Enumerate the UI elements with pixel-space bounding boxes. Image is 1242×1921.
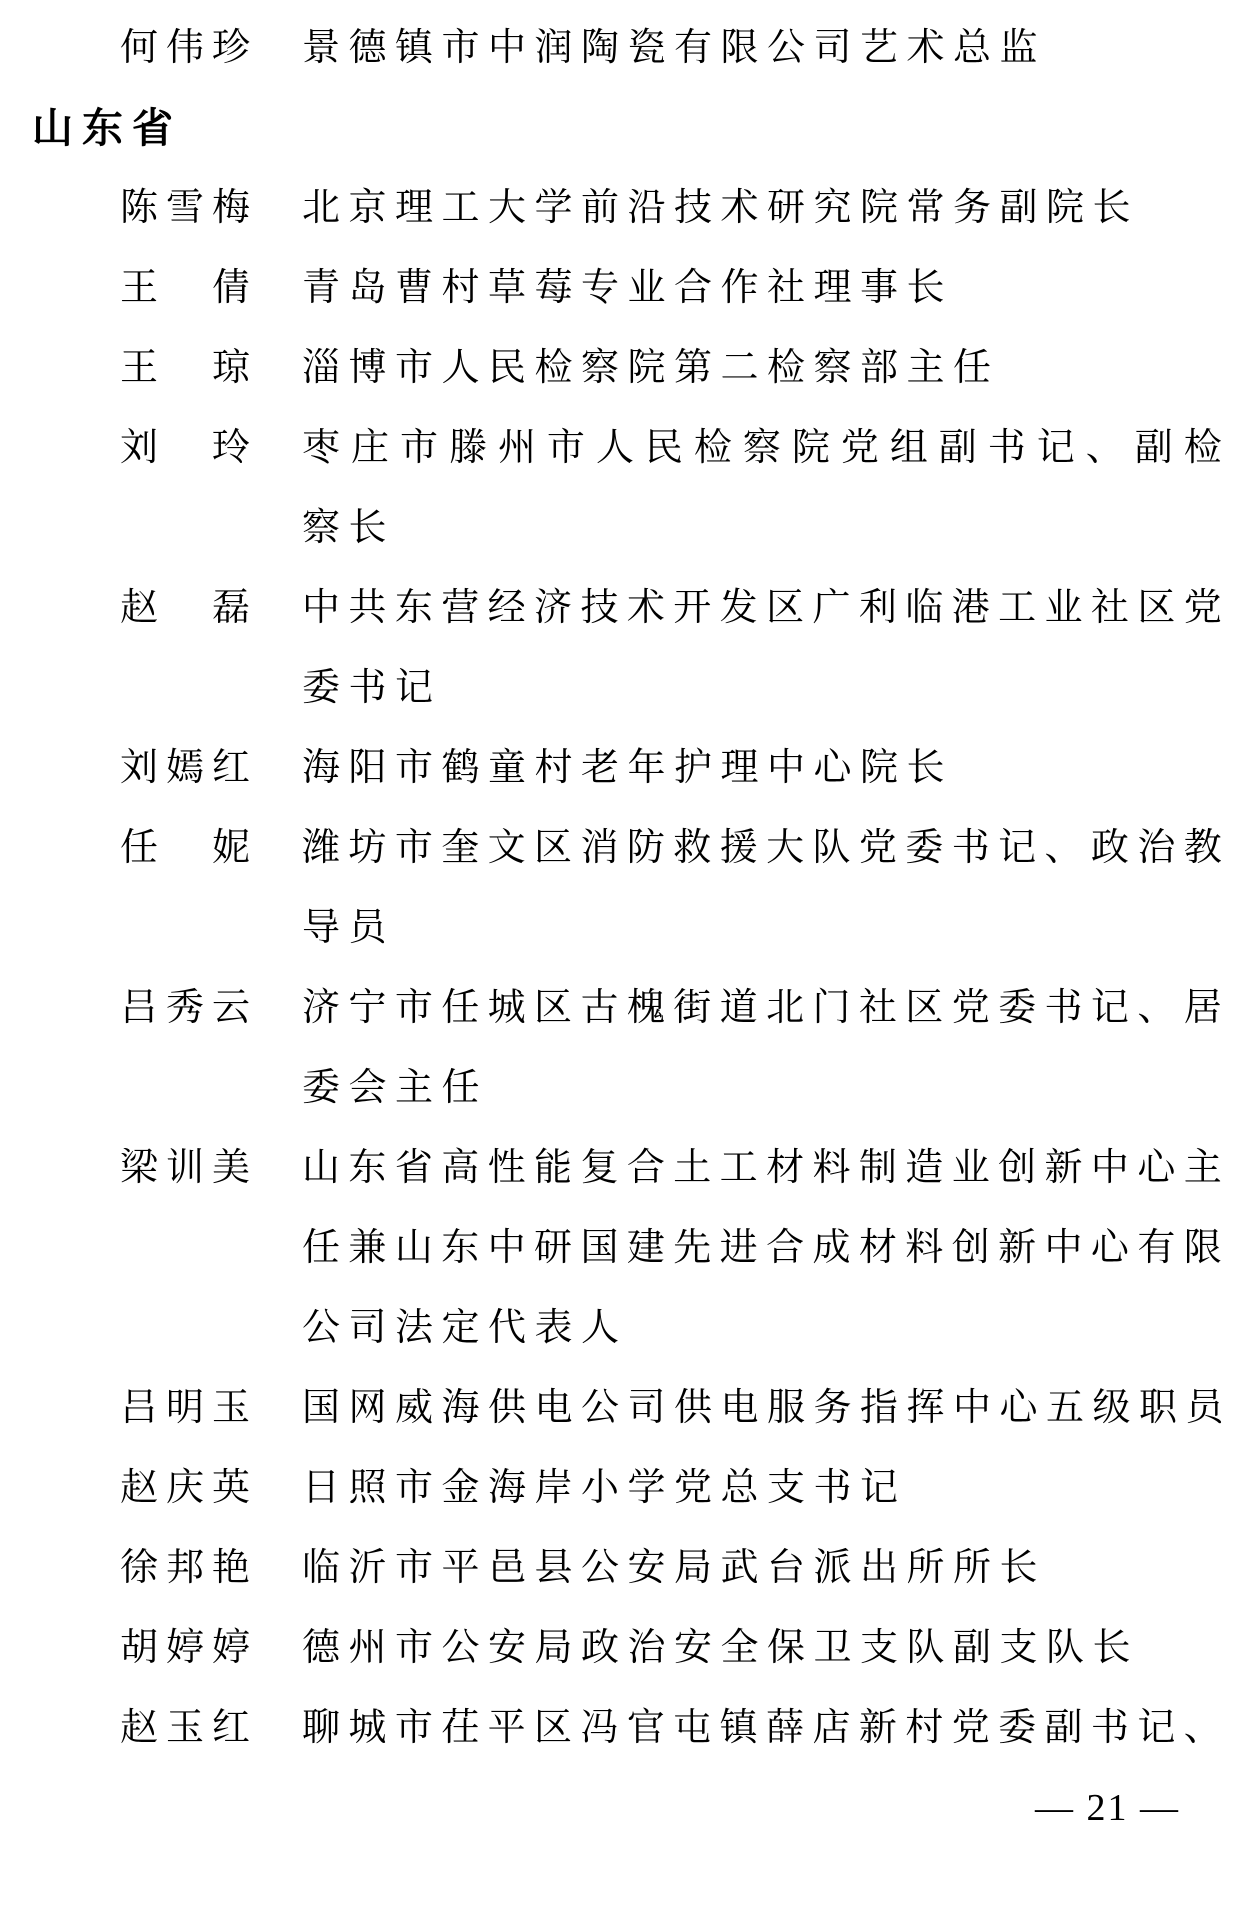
title-char: 治 (1137, 827, 1176, 869)
title-char: 、 (1183, 1707, 1222, 1749)
title-char: 院 (791, 427, 830, 469)
title-char: 村 (905, 1707, 944, 1749)
title-line: 公司法定代表人 (302, 1307, 628, 1349)
name-char: 嫣 (165, 747, 204, 789)
title-char: 城 (487, 987, 526, 1029)
title-char: 政 (1090, 827, 1129, 869)
title-char: 开 (673, 587, 712, 629)
person-title (302, 1688, 1222, 1768)
title-char: 区 (534, 1707, 573, 1749)
title-line (302, 1688, 1222, 1768)
title-char: 新 (1044, 1147, 1083, 1189)
title-char: 组 (889, 427, 928, 469)
title-char: 党 (840, 427, 879, 469)
title-char: 先 (673, 1227, 712, 1269)
person-name (120, 408, 250, 488)
title-char: 山 (302, 1147, 341, 1189)
person-name (120, 1368, 250, 1448)
title-char: 槐 (626, 987, 665, 1029)
title-char: 坊 (348, 827, 387, 869)
title-char: 材 (858, 1227, 897, 1269)
person-name (120, 1688, 250, 1768)
title-char: 党 (951, 987, 990, 1029)
name-char: 梅 (211, 187, 250, 229)
name-char: 琼 (211, 347, 250, 389)
name-char: 王 (120, 347, 159, 389)
person-entry (120, 728, 1242, 808)
person-name (120, 808, 250, 888)
title-char: 发 (719, 587, 758, 629)
person-title (302, 1128, 1222, 1368)
name-char: 赵 (120, 1707, 159, 1749)
title-char: 党 (858, 827, 897, 869)
title-char: 防 (626, 827, 665, 869)
title-char: 营 (441, 587, 480, 629)
name-char: 妮 (211, 827, 250, 869)
title-char: 高 (441, 1147, 480, 1189)
title-char: 茌 (441, 1707, 480, 1749)
title-char: 北 (766, 987, 805, 1029)
title-char: 合 (626, 1147, 665, 1189)
title-line (302, 408, 1222, 488)
title-char: 街 (673, 987, 712, 1029)
title-char: 土 (673, 1147, 712, 1189)
person-title (302, 968, 1222, 1128)
title-char: 、 (1137, 987, 1176, 1029)
title-char: 薛 (766, 1707, 805, 1749)
title-char: 救 (673, 827, 712, 869)
person-title (302, 1528, 1222, 1608)
person-name (120, 1448, 250, 1528)
title-line (302, 1208, 1222, 1288)
title-char: 材 (766, 1147, 805, 1189)
title-char: 居 (1183, 987, 1222, 1029)
title-char: 聊 (302, 1707, 341, 1749)
title-char: 记 (1036, 427, 1075, 469)
title-char: 术 (626, 587, 665, 629)
name-char: 庆 (165, 1467, 204, 1509)
person-name (120, 968, 250, 1048)
person-entry (120, 1128, 1242, 1368)
person-name (120, 1528, 250, 1608)
title-char: 党 (951, 1707, 990, 1749)
title-char: 宁 (348, 987, 387, 1029)
person-name (120, 1608, 250, 1688)
title-char: 新 (858, 1707, 897, 1749)
name-char: 徐 (120, 1547, 159, 1589)
name-char: 王 (120, 267, 159, 309)
title-char: 成 (812, 1227, 851, 1269)
title-char: 社 (858, 987, 897, 1029)
title-char: 屯 (673, 1707, 712, 1749)
name-char: 赵 (120, 587, 159, 629)
title-line: 北京理工大学前沿技术研究院常务副院长 (302, 187, 1140, 229)
person-entry (120, 1608, 1242, 1688)
title-char: 港 (951, 587, 990, 629)
title-char: 省 (394, 1147, 433, 1189)
person-entry (120, 1688, 1242, 1768)
title-char: 副 (1044, 1707, 1083, 1749)
title-char: 业 (951, 1147, 990, 1189)
title-char: 检 (693, 427, 732, 469)
title-char: 料 (812, 1147, 851, 1189)
page-number: — 21 — (1035, 1787, 1180, 1829)
title-char: 区 (534, 987, 573, 1029)
name-char: 梁 (120, 1147, 159, 1189)
name-char: 陈 (120, 187, 159, 229)
title-line: 察长 (302, 507, 396, 549)
title-char: 镇 (719, 1707, 758, 1749)
name-char: 红 (211, 1707, 250, 1749)
person-entry (120, 1368, 1242, 1448)
title-char: 共 (348, 587, 387, 629)
title-char: 古 (580, 987, 619, 1029)
title-char: 记 (1090, 987, 1129, 1029)
title-char: 性 (487, 1147, 526, 1189)
name-char: 训 (165, 1147, 204, 1189)
name-char: 倩 (211, 267, 250, 309)
title-char: 枣 (302, 427, 341, 469)
name-char: 邦 (165, 1547, 204, 1589)
title-char: 潍 (302, 827, 341, 869)
person-entry (120, 8, 1242, 88)
title-char: 复 (580, 1147, 619, 1189)
title-char: 市 (394, 827, 433, 869)
title-char: 副 (938, 427, 977, 469)
name-char: 云 (211, 987, 250, 1029)
title-char: 委 (905, 827, 944, 869)
title-char: 奎 (441, 827, 480, 869)
person-title (302, 408, 1222, 568)
name-char: 玉 (211, 1387, 250, 1429)
person-name (120, 168, 250, 248)
title-char: 兼 (348, 1227, 387, 1269)
title-char: 人 (595, 427, 634, 469)
title-char: 市 (394, 987, 433, 1029)
title-char: 创 (951, 1227, 990, 1269)
title-char: 新 (998, 1227, 1037, 1269)
name-char: 婷 (165, 1627, 204, 1669)
name-char: 婷 (211, 1627, 250, 1669)
title-char: 、 (1085, 427, 1124, 469)
title-line: 青岛曹村草莓专业合作社理事长 (302, 267, 954, 309)
title-char: 市 (394, 1707, 433, 1749)
title-char: 市 (546, 427, 585, 469)
title-char: 研 (534, 1227, 573, 1269)
title-char: 书 (1090, 1707, 1129, 1749)
name-char: 吕 (120, 1387, 159, 1429)
title-char: 民 (644, 427, 683, 469)
section-heading-shandong: 山东省 (32, 105, 182, 151)
person-entry (120, 168, 1242, 248)
title-char: 料 (905, 1227, 944, 1269)
title-char: 区 (905, 987, 944, 1029)
name-char: 刘 (120, 427, 159, 469)
title-char: 队 (812, 827, 851, 869)
name-char: 刘 (120, 747, 159, 789)
person-name (120, 248, 250, 328)
name-char: 胡 (120, 1627, 159, 1669)
title-char: 东 (348, 1147, 387, 1189)
title-char: 东 (441, 1227, 480, 1269)
title-char: 检 (1183, 427, 1222, 469)
person-entry (120, 248, 1242, 328)
title-char: 济 (534, 587, 573, 629)
title-char: 庄 (350, 427, 389, 469)
person-name (120, 328, 250, 408)
title-char: 区 (1137, 587, 1176, 629)
title-line (302, 568, 1222, 648)
title-char: 工 (998, 587, 1037, 629)
title-char: 利 (858, 587, 897, 629)
title-line: 淄博市人民检察院第二检察部主任 (302, 347, 1000, 389)
title-char: 教 (1183, 827, 1222, 869)
title-char: 、 (1044, 827, 1083, 869)
title-line: 委书记 (302, 667, 442, 709)
entry-list (32, 168, 1242, 1768)
name-char: 磊 (211, 587, 250, 629)
person-name (120, 1128, 250, 1208)
person-entry (120, 968, 1242, 1128)
person-title (302, 1368, 1233, 1448)
name-char: 玉 (165, 1707, 204, 1749)
person-entry (120, 328, 1242, 408)
title-char: 国 (580, 1227, 619, 1269)
name-char: 雪 (165, 187, 204, 229)
title-char: 任 (302, 1227, 341, 1269)
title-char: 道 (719, 987, 758, 1029)
title-char: 平 (487, 1707, 526, 1749)
title-line: 海阳市鹤童村老年护理中心院长 (302, 747, 954, 789)
title-line: 德州市公安局政治安全保卫支队副支队长 (302, 1627, 1140, 1669)
title-char: 记 (1137, 1707, 1176, 1749)
title-char: 区 (766, 587, 805, 629)
title-char: 书 (987, 427, 1026, 469)
title-char: 市 (399, 427, 438, 469)
name-char: 艳 (211, 1547, 250, 1589)
title-char: 官 (626, 1707, 665, 1749)
title-char: 临 (905, 587, 944, 629)
title-char: 工 (719, 1147, 758, 1189)
name-char: 伟 (165, 27, 204, 69)
title-char: 大 (766, 827, 805, 869)
title-char: 创 (998, 1147, 1037, 1189)
title-char: 山 (394, 1227, 433, 1269)
title-char: 限 (1183, 1227, 1222, 1269)
person-entry (120, 1448, 1242, 1528)
name-char: 秀 (165, 987, 204, 1029)
title-char: 州 (497, 427, 536, 469)
person-entry (120, 1528, 1242, 1608)
title-char: 合 (766, 1227, 805, 1269)
title-char: 中 (302, 587, 341, 629)
title-char: 委 (998, 987, 1037, 1029)
person-name (120, 568, 250, 648)
name-char: 玲 (211, 427, 250, 469)
title-char: 中 (1044, 1227, 1083, 1269)
person-entry (120, 408, 1242, 568)
title-line: 国网威海供电公司供电服务指挥中心五级职员 (302, 1387, 1233, 1429)
name-char: 吕 (120, 987, 159, 1029)
title-char: 中 (1090, 1147, 1129, 1189)
name-char: 何 (120, 27, 159, 69)
title-char: 制 (858, 1147, 897, 1189)
title-line: 临沂市平邑县公安局武台派出所所长 (302, 1547, 1047, 1589)
title-char: 业 (1044, 587, 1083, 629)
title-line (302, 1128, 1222, 1208)
person-name (120, 8, 250, 88)
title-char: 冯 (580, 1707, 619, 1749)
title-char: 文 (487, 827, 526, 869)
title-char: 进 (719, 1227, 758, 1269)
title-char: 副 (1134, 427, 1173, 469)
name-char: 赵 (120, 1467, 159, 1509)
title-line (302, 808, 1222, 888)
person-title (302, 808, 1222, 968)
person-name (120, 728, 250, 808)
name-char: 美 (211, 1147, 250, 1189)
title-char: 党 (1183, 587, 1222, 629)
title-line (302, 968, 1222, 1048)
title-char: 察 (742, 427, 781, 469)
title-char: 有 (1137, 1227, 1176, 1269)
pre-section-list (32, 8, 1242, 88)
title-char: 主 (1183, 1147, 1222, 1189)
name-char: 英 (211, 1467, 250, 1509)
title-char: 委 (998, 1707, 1037, 1749)
title-char: 广 (812, 587, 851, 629)
title-char: 援 (719, 827, 758, 869)
title-char: 技 (580, 587, 619, 629)
title-char: 东 (394, 587, 433, 629)
name-char: 珍 (211, 27, 250, 69)
person-title (302, 728, 1222, 808)
title-char: 济 (302, 987, 341, 1029)
name-char: 红 (211, 747, 250, 789)
name-char: 明 (165, 1387, 204, 1429)
title-char: 消 (580, 827, 619, 869)
title-char: 经 (487, 587, 526, 629)
title-line: 景德镇市中润陶瓷有限公司艺术总监 (302, 27, 1047, 69)
person-title (302, 1608, 1222, 1688)
title-char: 心 (1090, 1227, 1129, 1269)
person-entry (120, 808, 1242, 968)
title-char: 建 (626, 1227, 665, 1269)
title-char: 心 (1137, 1147, 1176, 1189)
title-line: 委会主任 (302, 1067, 489, 1109)
person-title (302, 1448, 1222, 1528)
person-title (302, 328, 1222, 408)
name-char: 任 (120, 827, 159, 869)
title-char: 滕 (448, 427, 487, 469)
title-char: 能 (534, 1147, 573, 1189)
title-char: 城 (348, 1707, 387, 1749)
title-char: 区 (534, 827, 573, 869)
title-char: 门 (812, 987, 851, 1029)
title-char: 造 (905, 1147, 944, 1189)
person-title (302, 8, 1222, 88)
person-title (302, 168, 1222, 248)
title-char: 社 (1090, 587, 1129, 629)
person-entry (120, 568, 1242, 728)
title-char: 中 (487, 1227, 526, 1269)
title-line: 日照市金海岸小学党总支书记 (302, 1467, 907, 1509)
title-char: 书 (1044, 987, 1083, 1029)
title-line: 导员 (302, 907, 396, 949)
title-char: 书 (951, 827, 990, 869)
title-char: 任 (441, 987, 480, 1029)
person-title (302, 248, 1222, 328)
title-char: 店 (812, 1707, 851, 1749)
person-title (302, 568, 1222, 728)
title-char: 记 (998, 827, 1037, 869)
